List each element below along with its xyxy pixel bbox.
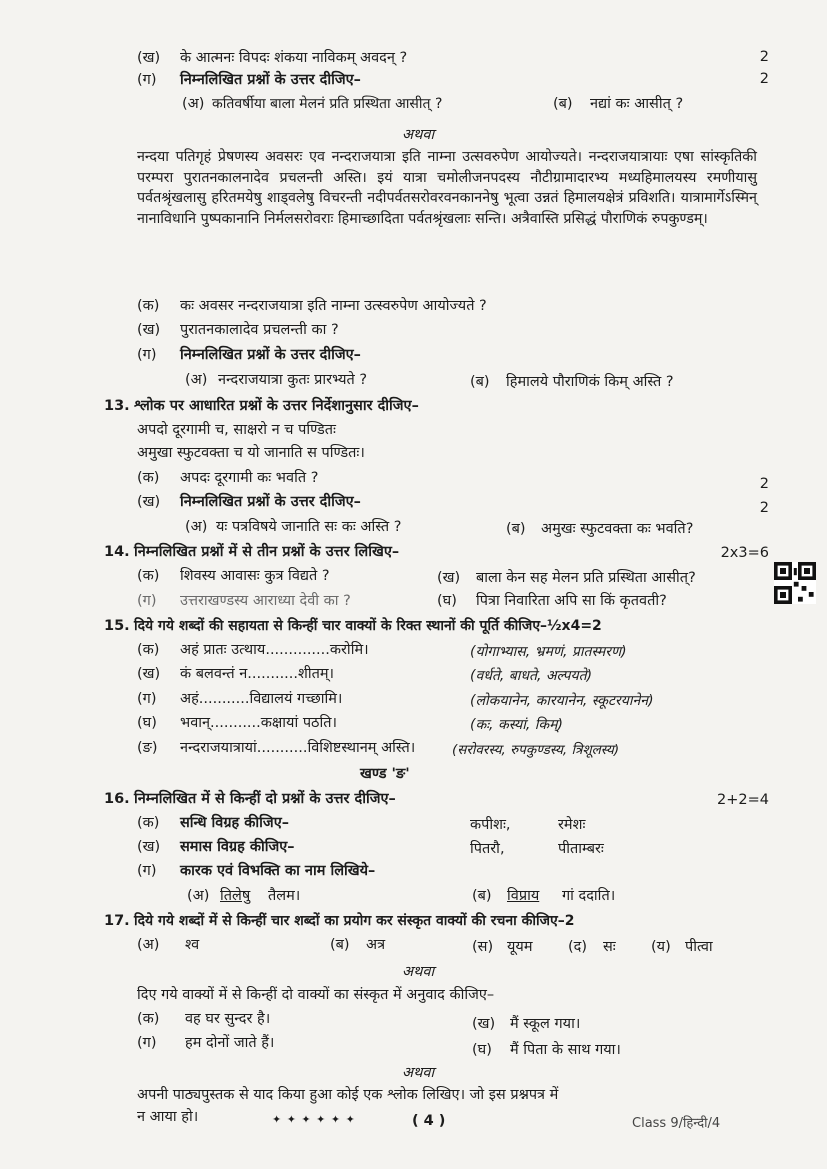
q15-row-text: भवान्...........कक्षायां पठति। xyxy=(180,715,337,731)
q16-ka-label: (क) xyxy=(137,815,160,831)
q16-kha-label: (ख) xyxy=(137,839,161,855)
q17-word: अत्र xyxy=(366,937,386,953)
q14-kha-label: (ख) xyxy=(437,570,461,586)
q14-gha-label: (घ) xyxy=(437,593,457,609)
q16-sub-b-label: (ब) xyxy=(472,888,492,904)
p-ga-label: (ग) xyxy=(137,347,157,363)
sub-a-label: (अ) xyxy=(182,96,205,112)
q15-row-options: (योगाभ्यास, भ्रमणं, प्रातस्मरण) xyxy=(470,644,627,660)
q-ga-text: निम्नलिखित प्रश्नों के उत्तर दीजिए– xyxy=(180,72,361,88)
q17-ka-text: वह घर सुन्दर है। xyxy=(185,1011,271,1027)
q-kha-text: के आत्मनः विपदः शंकया नाविकम् अवदन् ? xyxy=(180,50,408,66)
q14-kha-text: बाला केन सह मेलन प्रति प्रस्थिता आसीत्? xyxy=(476,570,696,586)
q14-ka-label: (क) xyxy=(137,568,160,584)
q16-sub-a-label: (अ) xyxy=(187,888,210,904)
q14-title: निम्नलिखित प्रश्नों में से तीन प्रश्नों के उत्तर लिखिए– xyxy=(134,544,400,560)
q14-marks: 2x3=6 xyxy=(720,545,769,561)
q15-row-options: (वर्धते, बाधते, अल्पयते) xyxy=(470,668,593,684)
q13-sub-b-text: अमुखः स्फुटवक्ता कः भवति? xyxy=(541,521,694,537)
q17-word-label: (स) xyxy=(472,939,494,955)
q16-sub-b-word: विप्राय xyxy=(507,888,540,904)
q15-row-label: (ङ) xyxy=(137,740,158,756)
q15-row-options: (सरोवरस्य, रुपकुण्डस्य, त्रिशूलस्य) xyxy=(452,742,620,758)
class-code: Class 9/हिन्दी/4 xyxy=(632,1116,721,1131)
q15-number: 15. xyxy=(104,618,130,634)
q13-sub-b-label: (ब) xyxy=(506,521,526,537)
q16-kha-word-1: पितरौ, xyxy=(470,841,505,857)
q16-number: 16. xyxy=(104,791,130,807)
q17-word: सः xyxy=(603,939,616,955)
q13-kha-text: निम्नलिखित प्रश्नों के उत्तर दीजिए– xyxy=(180,494,361,510)
sub-a-text: कतिवर्षीया बाला मेलनं प्रति प्रस्थिता आसीत् ? xyxy=(212,96,443,112)
q17-athva-heading-2: अथवा xyxy=(402,1065,435,1081)
q17-number: 17. xyxy=(104,913,130,929)
sub-b-label: (ब) xyxy=(553,96,573,112)
q15-row-label: (घ) xyxy=(137,715,157,731)
athva-heading: अथवा xyxy=(402,127,435,143)
q15-title: दिये गये शब्दों की सहायता से किन्हीं चार वाक्यों के रिक्त स्थानों की पूर्ति कीजिए–½x4=2 xyxy=(134,618,602,634)
p-ka-label: (क) xyxy=(137,298,160,314)
q16-ga-text: कारक एवं विभक्ति का नाम लिखिये– xyxy=(180,863,376,879)
q13-ka-text: अपदः दूरगामी कः भवति ? xyxy=(180,470,319,486)
q17-alt-title: दिए गये वाक्यों में से किन्हीं दो वाक्यों का संस्कृत में अनुवाद कीजिए– xyxy=(137,987,495,1003)
p-sub-a-label: (अ) xyxy=(185,372,208,388)
q17-gha-label: (घ) xyxy=(472,1042,492,1058)
q-kha-marks: 2 xyxy=(759,49,769,65)
p-sub-b-label: (ब) xyxy=(470,374,490,390)
q17-title: दिये गये शब्दों में से किन्हीं चार शब्दों का प्रयोग कर संस्कृत वाक्यों की रचना कीजिए–2 xyxy=(134,913,575,929)
q16-title: निम्नलिखित में से किन्हीं दो प्रश्नों के उत्तर दीजिए– xyxy=(134,791,396,807)
q17-word: श्व xyxy=(185,937,200,953)
p-sub-a-text: नन्दराजयात्रा कुतः प्रारभ्यते ? xyxy=(218,372,368,388)
p-kha-text: पुरातनकालादेव प्रचलन्ती का ? xyxy=(180,322,339,338)
page-number: ( 4 ) xyxy=(412,1113,446,1129)
q16-kha-word-2: पीताम्बरः xyxy=(558,841,604,857)
q15-row-text: अहं प्रातः उत्थाय..............करोमि। xyxy=(180,642,369,658)
q13-verse-1: अपदो दूरगामी च, साक्षरो न च पण्डितः xyxy=(137,422,336,438)
p-ga-text: निम्नलिखित प्रश्नों के उत्तर दीजिए– xyxy=(180,347,361,363)
q17-word-label: (द) xyxy=(568,939,588,955)
q16-kha-text: समास विग्रह कीजिए– xyxy=(180,839,295,855)
q15-row-label: (ग) xyxy=(137,691,157,707)
q13-number: 13. xyxy=(104,398,130,414)
q17-last-line-1: अपनी पाठ्यपुस्तक से याद किया हुआ कोई एक श्लोक लिखिए। जो इस प्रश्नपत्र में xyxy=(137,1087,559,1103)
q13-ka-marks: 2 xyxy=(759,476,769,492)
q17-kha-label: (ख) xyxy=(472,1016,496,1032)
q-ga-label: (ग) xyxy=(137,72,157,88)
q17-word-label: (य) xyxy=(651,939,671,955)
q13-sub-a-label: (अ) xyxy=(185,519,208,535)
q16-ka-word-2: रमेशः xyxy=(558,817,586,833)
q15-row-text: कं बलवन्तं न...........शीतम्। xyxy=(180,666,335,682)
q17-athva-heading: अथवा xyxy=(402,964,435,980)
q14-ka-text: शिवस्य आवासः कुत्र विद्यते ? xyxy=(180,568,330,584)
passage-text: नन्दया पतिगृहं प्रेषणस्य अवसरः एव नन्दराजयात्रा इति नाम्ना उत्सवरुपेण आयोज्यते। नन्दराजयात्रायाः एषा सांस्कृतिकी परम्परा पुरातनकालनादेव प्रचलन्ती अस्ति। इयं यात्रा चमोलीजनपदस्य नौटीग्रामादारभ्य मध्यहिमालयस्य रमणीयासु पर्वतश्रृंखलासु हरितमयेषु शाड्वलेषु विचरन्ती नदीपर्वतसरोवरवनकाननेषु भूत्वा उन्नतं हिमालयक्षेत्रं प्रविशति। यात्रामार्गेऽस्मिन् नानाविधानि पुष्पकानानि निर्मलसरोवराः हिमाच्छादिता पर्वतश्रृंखलाः सन्ति। अत्रैवास्ति प्रसिद्धं पौराणिकं रुपकुण्डम्। xyxy=(137,149,757,227)
q13-kha-marks: 2 xyxy=(759,500,769,516)
q15-row-label: (ख) xyxy=(137,666,161,682)
q16-sub-b-rest: गां ददाति। xyxy=(562,888,616,904)
q17-word-label: (ब) xyxy=(330,937,350,953)
q16-ka-text: सन्धि विग्रह कीजिए– xyxy=(180,815,289,831)
q17-ga-text: हम दोनों जाते हैं। xyxy=(185,1035,275,1051)
section-heading: खण्ड 'ङ' xyxy=(360,766,410,782)
footer-stars: ✦ ✦ ✦ ✦ ✦ ✦ xyxy=(272,1113,356,1126)
qr-code-icon xyxy=(774,562,816,604)
q16-marks: 2+2=4 xyxy=(717,792,769,808)
q17-last-line-2: न आया हो। xyxy=(137,1109,199,1125)
q15-row-label: (क) xyxy=(137,642,160,658)
q14-ga-label: (ग) xyxy=(137,593,157,609)
q17-kha-text: मैं स्कूल गया। xyxy=(510,1016,581,1032)
q15-row-options: (लोकयानेन, कारयानेन, स्कूटरयानेन) xyxy=(470,693,654,709)
q17-ga-label: (ग) xyxy=(137,1035,157,1051)
p-ka-text: कः अवसर नन्दराजयात्रा इति नाम्ना उत्स्वरुपेण आयोज्यते ? xyxy=(180,298,487,314)
q14-number: 14. xyxy=(104,544,130,560)
q16-sub-a-rest: तैलम। xyxy=(268,888,301,904)
q15-row-text: अहं...........विद्यालयं गच्छामि। xyxy=(180,691,343,707)
p-sub-b-text: हिमालये पौराणिकं किम् अस्ति ? xyxy=(506,374,674,390)
q13-title: श्लोक पर आधारित प्रश्नों के उत्तर निर्देशानुसार दीजिए– xyxy=(134,398,419,414)
q13-kha-label: (ख) xyxy=(137,494,161,510)
p-kha-label: (ख) xyxy=(137,322,161,338)
q-ga-marks: 2 xyxy=(759,71,769,87)
q13-verse-2: अमुखा स्फुटवक्ता च यो जानाति स पण्डितः। xyxy=(137,445,365,461)
q16-sub-a-word: तिलेषु xyxy=(220,888,251,904)
q17-word-label: (अ) xyxy=(137,937,160,953)
sub-b-text: नद्यां कः आसीत् ? xyxy=(590,96,684,112)
q17-word: पीत्वा xyxy=(685,939,713,955)
q15-row-text: नन्दराजयात्रायां...........विशिष्टस्थानम् अस्ति। xyxy=(180,740,416,756)
q17-gha-text: मैं पिता के साथ गया। xyxy=(510,1042,621,1058)
q13-sub-a-text: यः पत्रविषये जानाति सः कः अस्ति ? xyxy=(216,519,402,535)
q14-ga-text: उत्तराखण्डस्य आराध्या देवी का ? xyxy=(180,593,351,609)
q17-ka-label: (क) xyxy=(137,1011,160,1027)
q-kha-label: (ख) xyxy=(137,50,161,66)
q16-ka-word-1: कपीशः, xyxy=(470,817,511,833)
q17-word: यूयम xyxy=(507,939,533,955)
q13-ka-label: (क) xyxy=(137,470,160,486)
q14-gha-text: पित्रा निवारिता अपि सा किं कृतवती? xyxy=(476,593,667,609)
q15-row-options: (कः, कस्यां, किम्) xyxy=(470,717,563,733)
q16-ga-label: (ग) xyxy=(137,863,157,879)
